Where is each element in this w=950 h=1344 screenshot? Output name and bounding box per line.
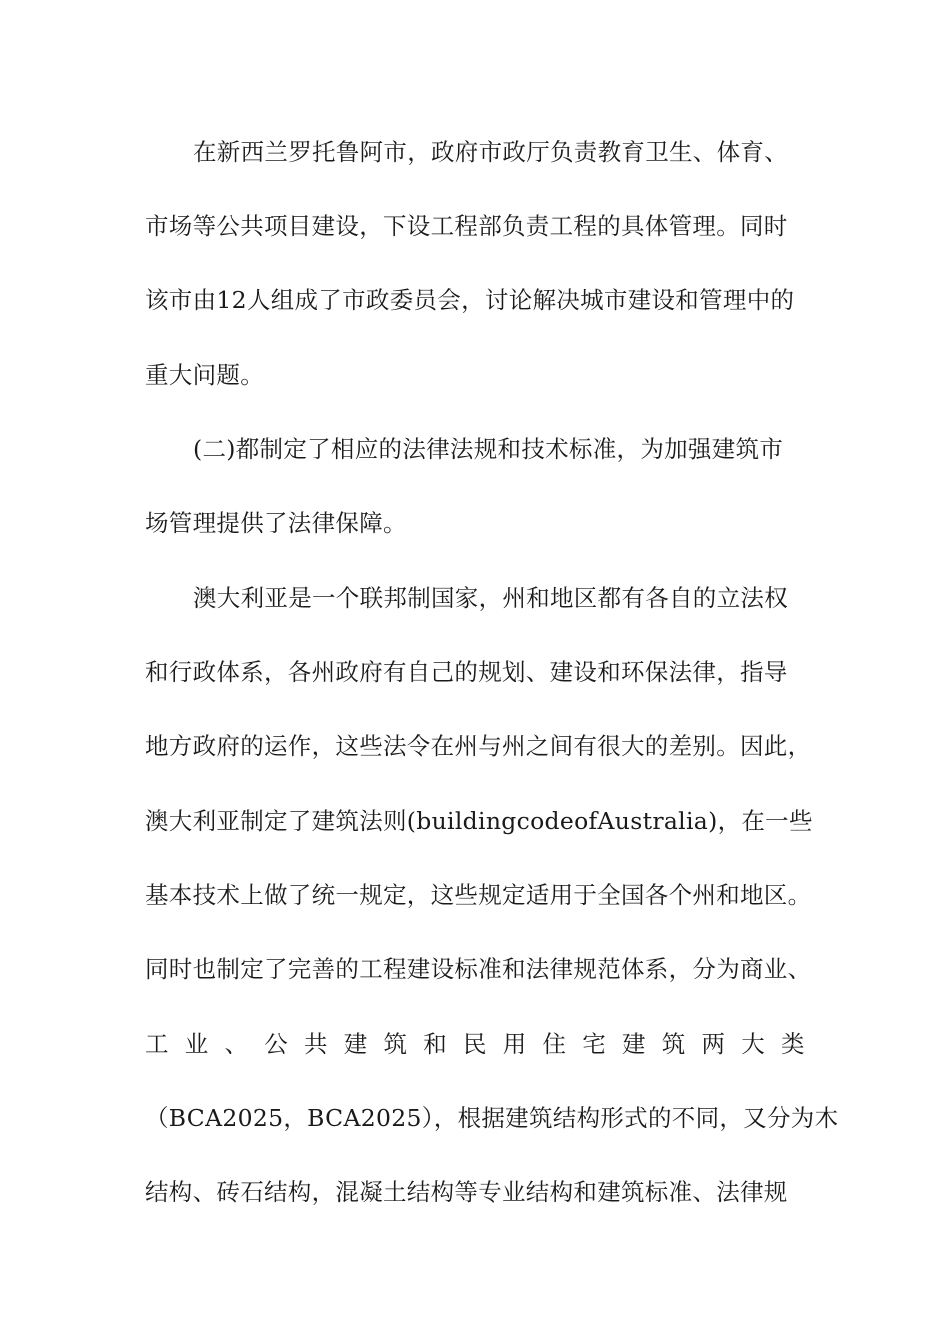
justified-char: 建 bbox=[343, 1030, 368, 1058]
section-heading-line-1: (二)都制定了相应的法律法规和技术标准，为加强建筑市 bbox=[193, 435, 784, 463]
paragraph-2-line-9: 结构、砖石结构，混凝土结构等专业结构和建筑标准、法律规 bbox=[145, 1178, 788, 1206]
paragraph-2-line-1: 澳大利亚是一个联邦制国家，州和地区都有各自的立法权 bbox=[193, 584, 788, 612]
justified-char: 筑 bbox=[661, 1030, 686, 1058]
justified-char: 筑 bbox=[383, 1030, 408, 1058]
justified-char: 工 bbox=[145, 1030, 169, 1058]
paragraph-2-line-3: 地方政府的运作，这些法令在州与州之间有很大的差别。因此， bbox=[145, 732, 812, 760]
paragraph-1-line-2: 市场等公共项目建设，下设工程部负责工程的具体管理。同时 bbox=[145, 212, 788, 240]
justified-char: 共 bbox=[304, 1030, 328, 1058]
paragraph-1-line-1: 在新西兰罗托鲁阿市，政府市政厅负责教育卫生、体育、 bbox=[193, 138, 788, 166]
justified-char: 大 bbox=[741, 1030, 766, 1058]
paragraph-2-line-2: 和行政体系，各州政府有自己的规划、建设和环保法律，指导 bbox=[145, 658, 788, 686]
justified-char: 宅 bbox=[582, 1030, 607, 1058]
paragraph-2-line-8: （BCA2025，BCA2025），根据建筑结构形式的不同，又分为木 bbox=[145, 1104, 839, 1132]
justified-char: 建 bbox=[622, 1030, 646, 1058]
justified-char: 用 bbox=[502, 1030, 527, 1058]
justified-char: 住 bbox=[542, 1030, 567, 1058]
justified-char: 、 bbox=[224, 1030, 249, 1058]
justified-char: 民 bbox=[463, 1030, 487, 1058]
paragraph-2-line-7 bbox=[145, 1026, 805, 1062]
justified-char: 类 bbox=[781, 1030, 805, 1058]
justified-char: 两 bbox=[701, 1030, 726, 1058]
justified-char: 业 bbox=[184, 1030, 209, 1058]
paragraph-1-line-4: 重大问题。 bbox=[145, 361, 264, 389]
paragraph-2-line-5: 基本技术上做了统一规定，这些规定适用于全国各个州和地区。 bbox=[145, 881, 812, 909]
justified-char: 公 bbox=[264, 1030, 289, 1058]
paragraph-2-line-4: 澳大利亚制定了建筑法则(buildingcodeofAustralia)，在一些 bbox=[145, 807, 813, 835]
paragraph-2-line-6: 同时也制定了完善的工程建设标准和法律规范体系，分为商业、 bbox=[145, 955, 812, 983]
section-heading-line-2: 场管理提供了法律保障。 bbox=[145, 509, 407, 537]
justified-char: 和 bbox=[423, 1030, 448, 1058]
paragraph-1-line-3: 该市由12人组成了市政委员会，讨论解决城市建设和管理中的 bbox=[145, 286, 795, 314]
